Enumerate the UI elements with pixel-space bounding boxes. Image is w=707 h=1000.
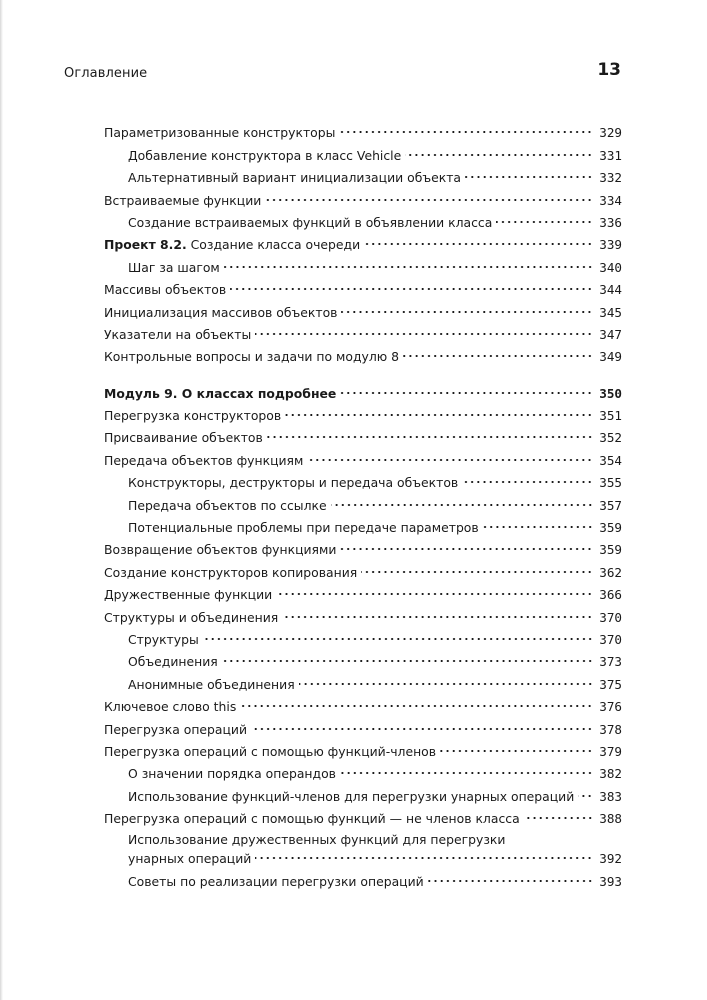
toc-entry-title: Массивы объектов [104, 282, 227, 298]
toc-entry-title: Присваивание объектов [104, 430, 263, 446]
toc-page-number: 378 [599, 721, 622, 737]
toc-entry [104, 536, 622, 558]
toc-page-number: 370 [599, 609, 622, 625]
dot-leader [462, 476, 593, 488]
table-of-contents [104, 119, 622, 890]
toc-entry-title: Потенциальные проблемы при передаче параметров [128, 520, 479, 536]
running-header-title: Оглавление [64, 66, 148, 81]
toc-entry-title: Анонимные объединения [128, 676, 295, 692]
toc-entry [104, 693, 622, 715]
toc-page-number: 375 [599, 676, 622, 692]
toc-entry [104, 603, 622, 625]
toc-page-number: 376 [599, 699, 622, 715]
toc-page-number: 392 [599, 851, 622, 867]
toc-page-number: 351 [599, 408, 622, 424]
dot-leader [483, 521, 593, 533]
toc-entry [104, 231, 622, 253]
dot-leader [285, 409, 593, 421]
dot-leader [267, 431, 593, 443]
toc-entry-title: Добавление конструктора в класс Vehicle [128, 147, 402, 163]
toc-page-number: 329 [599, 125, 622, 141]
dot-leader [361, 566, 593, 578]
dot-leader [364, 238, 593, 250]
toc-page-number: 373 [599, 654, 622, 670]
toc-entry [104, 119, 622, 141]
dot-leader [403, 350, 593, 362]
toc-entry [104, 253, 622, 275]
toc-page-number: 383 [599, 788, 622, 804]
toc-page-number: 382 [599, 766, 622, 782]
toc-page-number: 345 [599, 304, 622, 320]
dot-leader [340, 767, 593, 779]
toc-entry-title: Структуры [128, 631, 199, 647]
toc-entry-title: Создание встраиваемых функций в объявлении класса [128, 214, 493, 230]
toc-entry-title [104, 237, 360, 253]
dot-leader [255, 328, 593, 340]
toc-page-number: 350 [599, 385, 622, 401]
toc-page-number: 362 [599, 564, 622, 580]
toc-entry [104, 782, 622, 804]
toc-entry [104, 469, 622, 491]
toc-entry [104, 321, 622, 343]
toc-entry [104, 581, 622, 603]
toc-entry-title: Перегрузка операций [104, 721, 248, 737]
toc-entry [104, 141, 622, 163]
dot-leader [255, 852, 593, 864]
toc-entry [104, 343, 622, 365]
toc-entry-title: Передача объектов функциям [104, 452, 304, 468]
toc-entry [104, 446, 622, 468]
toc-page-number: 359 [599, 542, 622, 558]
toc-page-number: 347 [599, 326, 622, 342]
toc-page-number: 366 [599, 587, 622, 603]
dot-leader [340, 387, 593, 399]
toc-entry-title: Указатели на объекты [104, 326, 252, 342]
toc-entry [104, 514, 622, 536]
toc-entry-line [128, 851, 622, 867]
toc-entry-title: Конструкторы, деструкторы и передача объектов [128, 475, 459, 491]
dot-leader [222, 655, 593, 667]
toc-entry [104, 402, 622, 424]
toc-entry-title: Инициализация массивов объектов [104, 304, 338, 320]
dot-leader [465, 171, 593, 183]
toc-entry-line [128, 832, 622, 848]
toc-entry [104, 827, 622, 867]
toc-entry [104, 298, 622, 320]
toc-entry-title: Использование функций-членов для перегрузки унарных операций [128, 788, 575, 804]
toc-entry [104, 738, 622, 760]
toc-entry [104, 379, 622, 401]
toc-page-number: 339 [599, 237, 622, 253]
toc-page-number: 370 [599, 631, 622, 647]
toc-page-number: 331 [599, 147, 622, 163]
toc-entry [104, 276, 622, 298]
dot-leader [240, 700, 593, 712]
toc-page-number: 336 [599, 214, 622, 230]
toc-page-number: 357 [599, 497, 622, 513]
toc-entry-title: Возвращение объектов функциями [104, 542, 337, 558]
toc-page-number: 349 [599, 349, 622, 365]
toc-page-number: 332 [599, 170, 622, 186]
dot-leader [524, 812, 593, 824]
dot-leader [341, 306, 593, 318]
toc-entry-title: Структуры и объединения [104, 609, 279, 625]
dot-leader [251, 723, 593, 735]
toc-entry [104, 424, 622, 446]
toc-entry-title: Встраиваемые функции [104, 192, 262, 208]
toc-entry-title: Альтернативный вариант инициализации объекта [128, 170, 462, 186]
toc-page-number: 352 [599, 430, 622, 446]
dot-leader [230, 283, 593, 295]
dot-leader [405, 149, 593, 161]
toc-page-number: 393 [599, 873, 622, 889]
dot-leader [440, 745, 593, 757]
toc-page-number: 354 [599, 452, 622, 468]
toc-page-number: 379 [599, 743, 622, 759]
toc-page-number: 355 [599, 475, 622, 491]
toc-entry [104, 209, 622, 231]
toc-page-number: 340 [599, 259, 622, 275]
toc-entry [104, 491, 622, 513]
toc-entry [104, 648, 622, 670]
toc-page-number: 359 [599, 520, 622, 536]
toc-page-number: 344 [599, 282, 622, 298]
dot-leader [203, 633, 593, 645]
toc-entry [104, 715, 622, 737]
toc-entry-title: Использование дружественных функций для перегрузки [128, 832, 506, 848]
toc-entry-title: Перегрузка конструкторов [104, 408, 282, 424]
toc-entry-title: Перегрузка операций с помощью функций — не членов класса [104, 811, 520, 827]
dot-leader [331, 499, 593, 511]
project-title: Создание класса очереди [186, 237, 361, 253]
dot-leader [224, 261, 593, 273]
toc-page-number: 334 [599, 192, 622, 208]
toc-entry [104, 558, 622, 580]
project-label: Проект 8.2. [104, 237, 187, 253]
page-edge [0, 0, 3, 1000]
toc-entry-title: Модуль 9. О классах подробнее [104, 385, 337, 401]
dot-leader [299, 678, 593, 690]
toc-entry-title: унарных операций [128, 851, 252, 867]
toc-entry-title: Шаг за шагом [128, 259, 220, 275]
toc-entry [104, 626, 622, 648]
toc-entry [104, 186, 622, 208]
toc-entry-title: Контрольные вопросы и задачи по модулю 8 [104, 349, 400, 365]
toc-entry-title: Объединения [128, 654, 218, 670]
toc-entry-title: Создание конструкторов копирования [104, 564, 358, 580]
toc-entry-title: Перегрузка операций с помощью функций-членов [104, 743, 437, 759]
dot-leader [428, 875, 593, 887]
page-number: 13 [597, 60, 621, 80]
toc-entry-title: Дружественные функции [104, 587, 273, 603]
dot-leader [496, 216, 593, 228]
toc-entry-title: Параметризованные конструкторы [104, 125, 336, 141]
dot-leader [282, 611, 593, 623]
toc-entry [104, 164, 622, 186]
toc-entry [104, 867, 622, 889]
toc-entry [104, 670, 622, 692]
toc-entry [104, 805, 622, 827]
dot-leader [276, 588, 593, 600]
dot-leader [265, 194, 593, 206]
dot-leader [339, 126, 593, 138]
toc-page-number: 388 [599, 811, 622, 827]
dot-leader [578, 790, 593, 802]
toc-entry-title: Передача объектов по ссылке [128, 497, 327, 513]
toc-entry-title: О значении порядка операндов [128, 766, 336, 782]
dot-leader [340, 543, 593, 555]
toc-entry-title: Советы по реализации перегрузки операций [128, 873, 424, 889]
dot-leader [307, 454, 593, 466]
toc-entry-title: Ключевое слово this [104, 699, 237, 715]
toc-entry [104, 760, 622, 782]
